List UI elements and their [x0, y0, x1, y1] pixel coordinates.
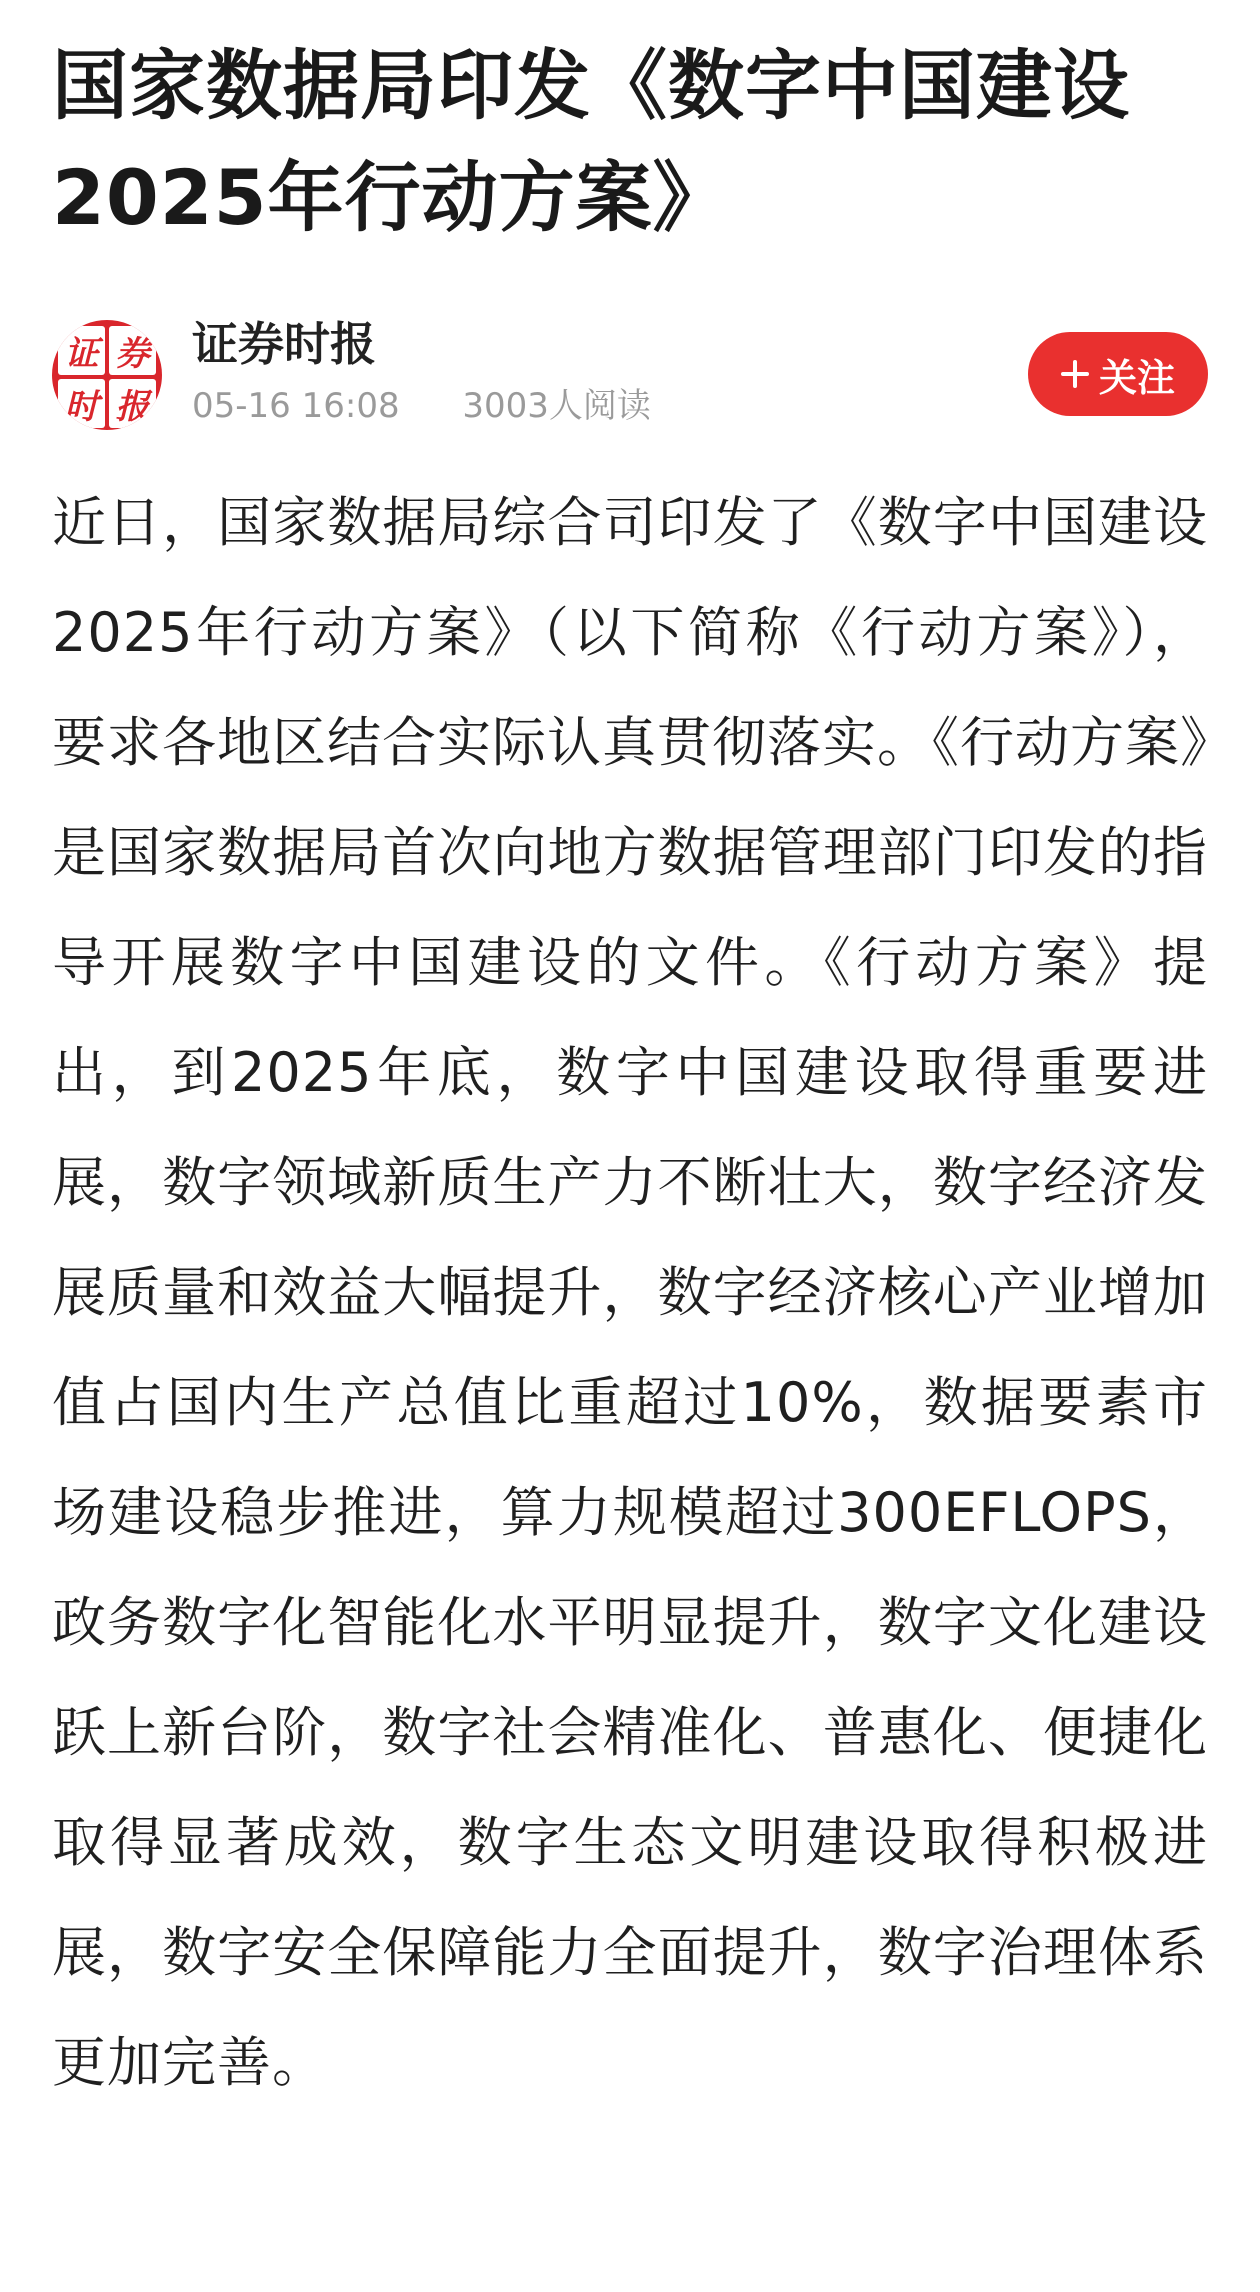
logo-char: 券	[109, 326, 156, 375]
article-meta	[192, 384, 651, 428]
author-name[interactable]: 证券时报	[192, 317, 376, 371]
article-body: 近日，国家数据局综合司印发了《数字中国建设2025年行动方案》（以下简称《行动方案》），要求各地区结合实际认真贯彻落实。《行动方案》是国家数据局首次向地方数据管理部门印发的指导开展数字中国建设的文件。《行动方案》提出，到2025年底，数字中国建设取得重要进展，数字领域新质生产力不断壮大，数字经济发展质量和效益大幅提升，数字经济核心产业增加值占国内生产总值比重超过10%，数据要素市场建设稳步推进，算力规模超过300EFLOPS，政务数字化智能化水平明显提升，数字文化建设跃上新台阶，数字社会精准化、普惠化、便捷化取得显著成效，数字生态文明建设取得积极进展，数字安全保障能力全面提升，数字治理体系更加完善。	[52, 491, 1208, 2094]
logo-char: 时	[58, 379, 105, 428]
follow-button[interactable]	[1028, 332, 1208, 416]
plus-icon	[1061, 360, 1089, 388]
follow-button-label: 关注	[1098, 355, 1175, 400]
avatar-logo-grid	[58, 326, 156, 427]
article-title: 国家数据局印发《数字中国建设2025年行动方案》	[52, 41, 1130, 242]
logo-char: 报	[109, 379, 156, 428]
logo-char: 证	[58, 326, 105, 375]
view-count: 3003人阅读	[462, 386, 651, 426]
publish-time: 05-16 16:08	[192, 386, 400, 426]
author-avatar[interactable]	[52, 320, 162, 430]
author-row	[52, 308, 1208, 428]
